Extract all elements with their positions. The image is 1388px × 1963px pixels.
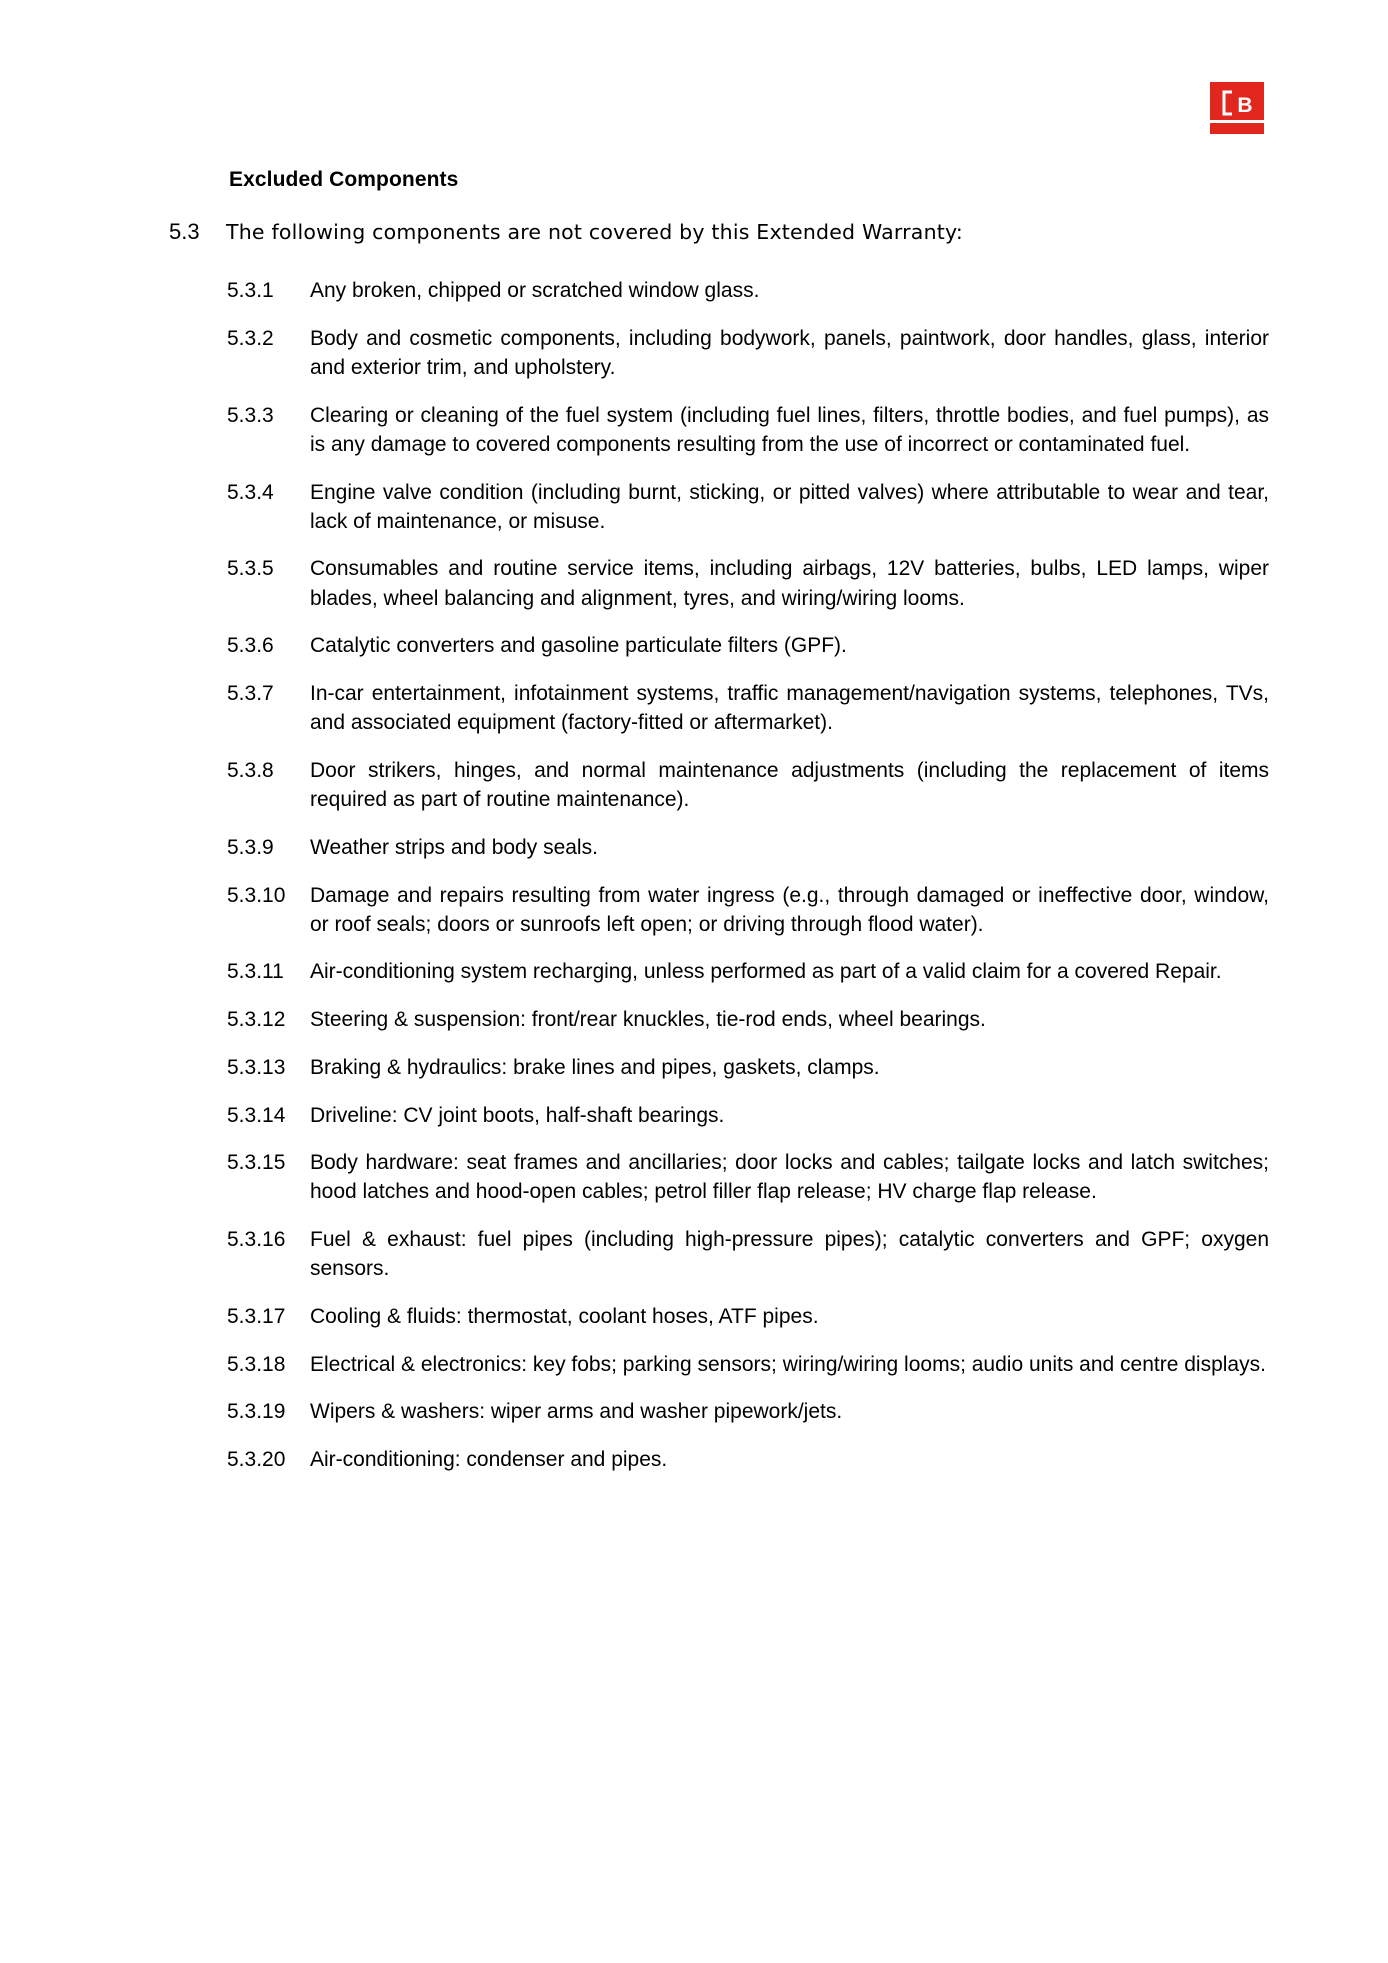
item-text: Air-conditioning system recharging, unless performed as part of a valid claim for a covered Repair. <box>310 960 1222 984</box>
list-item <box>227 1302 1269 1331</box>
list-item <box>227 679 1269 737</box>
item-text: Consumables and routine service items, including airbags, 12V batteries, bulbs, LED lamps, wiper blades, wheel balancing and alignment, tyres, and wiring/wiring looms. <box>310 557 1269 610</box>
list-item <box>227 1005 1269 1034</box>
list-item <box>227 554 1269 612</box>
logo-underline <box>1210 120 1264 123</box>
item-text: Weather strips and body seals. <box>310 835 598 859</box>
item-number: 5.3.17 <box>227 1305 286 1329</box>
item-number: 5.3.7 <box>227 682 274 706</box>
list-item <box>227 833 1269 862</box>
item-number: 5.3.2 <box>227 326 274 350</box>
list-item <box>227 631 1269 660</box>
item-number: 5.3.9 <box>227 835 274 859</box>
item-number: 5.3.16 <box>227 1228 286 1252</box>
list-item <box>227 1397 1269 1426</box>
item-number: 5.3.1 <box>227 279 274 302</box>
item-number: 5.3.13 <box>227 1055 286 1079</box>
item-number: 5.3.4 <box>227 480 274 504</box>
list-item <box>227 478 1269 536</box>
clause-intro <box>169 218 1268 246</box>
item-text: Driveline: CV joint boots, half-shaft bearings. <box>310 1103 725 1127</box>
item-text: Body hardware: seat frames and ancillaries; door locks and cables; tailgate locks and latch switches; hood latches and hood-open cables; petrol filler flap release; HV charge flap release. <box>310 1151 1269 1204</box>
item-number: 5.3.14 <box>227 1103 286 1127</box>
item-text: Cooling & fluids: thermostat, coolant hoses, ATF pipes. <box>310 1305 819 1329</box>
list-item <box>227 1101 1269 1130</box>
item-text: Door strikers, hinges, and normal maintenance adjustments (including the replacement of items required as part of routine maintenance). <box>310 758 1269 812</box>
item-text: Engine valve condition (including burnt, sticking, or pitted valves) where attributable to wear and tear, lack of maintenance, or misuse. <box>310 480 1269 533</box>
section-heading: Excluded Components <box>229 168 459 191</box>
list-item <box>227 881 1269 939</box>
item-text: Catalytic converters and gasoline particulate filters (GPF). <box>310 634 847 658</box>
item-text: Wipers & washers: wiper arms and washer pipework/jets. <box>310 1400 843 1424</box>
excluded-components-list <box>227 276 1269 1493</box>
item-number: 5.3.5 <box>227 557 274 581</box>
item-number: 5.3.19 <box>227 1400 286 1424</box>
logo-letter: B <box>1237 94 1253 117</box>
item-text: Damage and repairs resulting from water ingress (e.g., through damaged or ineffective door, window, or roof seals; doors or sunroofs left open; or driving through flood water). <box>310 883 1269 936</box>
clause-number: 5.3 <box>169 219 200 244</box>
item-text: Clearing or cleaning of the fuel system (including fuel lines, filters, throttle bodies, and fuel pumps), as is any damage to covered components resulting from the use of incorrect or contaminated fuel. <box>310 403 1269 456</box>
brand-logo-icon <box>1210 82 1264 134</box>
clause-text: The following components are not covered by this Extended Warranty: <box>226 220 963 244</box>
brand-logo <box>1210 82 1264 134</box>
item-text: Any broken, chipped or scratched window glass. <box>310 279 760 302</box>
list-item <box>227 1053 1269 1082</box>
item-text: In-car entertainment, infotainment systems, traffic management/navigation systems, telephones, TVs, and associated equipment (factory-fitted or aftermarket). <box>310 682 1269 735</box>
list-item <box>227 1148 1269 1206</box>
list-item <box>227 1225 1269 1283</box>
item-number: 5.3.6 <box>227 634 274 658</box>
item-text: Fuel & exhaust: fuel pipes (including high-pressure pipes); catalytic converters and GPF; oxygen sensors. <box>310 1228 1269 1281</box>
item-number: 5.3.10 <box>227 883 286 907</box>
item-number: 5.3.11 <box>227 960 284 984</box>
list-item <box>227 324 1269 382</box>
item-text: Air-conditioning: condenser and pipes. <box>310 1448 668 1472</box>
item-number: 5.3.8 <box>227 758 274 782</box>
item-number: 5.3.20 <box>227 1448 286 1472</box>
list-item <box>227 401 1269 459</box>
item-text: Steering & suspension: front/rear knuckles, tie-rod ends, wheel bearings. <box>310 1008 986 1032</box>
list-item <box>227 1350 1269 1379</box>
list-item <box>227 756 1269 814</box>
item-number: 5.3.15 <box>227 1151 286 1175</box>
item-text: Braking & hydraulics: brake lines and pipes, gaskets, clamps. <box>310 1055 880 1079</box>
item-text: Electrical & electronics: key fobs; parking sensors; wiring/wiring looms; audio units and centre displays. <box>310 1352 1266 1376</box>
list-item <box>227 957 1269 986</box>
list-item <box>227 276 1269 305</box>
item-number: 5.3.18 <box>227 1352 286 1376</box>
item-text: Body and cosmetic components, including bodywork, panels, paintwork, door handles, glass, interior and exterior trim, and upholstery. <box>310 326 1269 379</box>
item-number: 5.3.12 <box>227 1008 286 1032</box>
item-number: 5.3.3 <box>227 403 274 427</box>
list-item <box>227 1445 1269 1474</box>
